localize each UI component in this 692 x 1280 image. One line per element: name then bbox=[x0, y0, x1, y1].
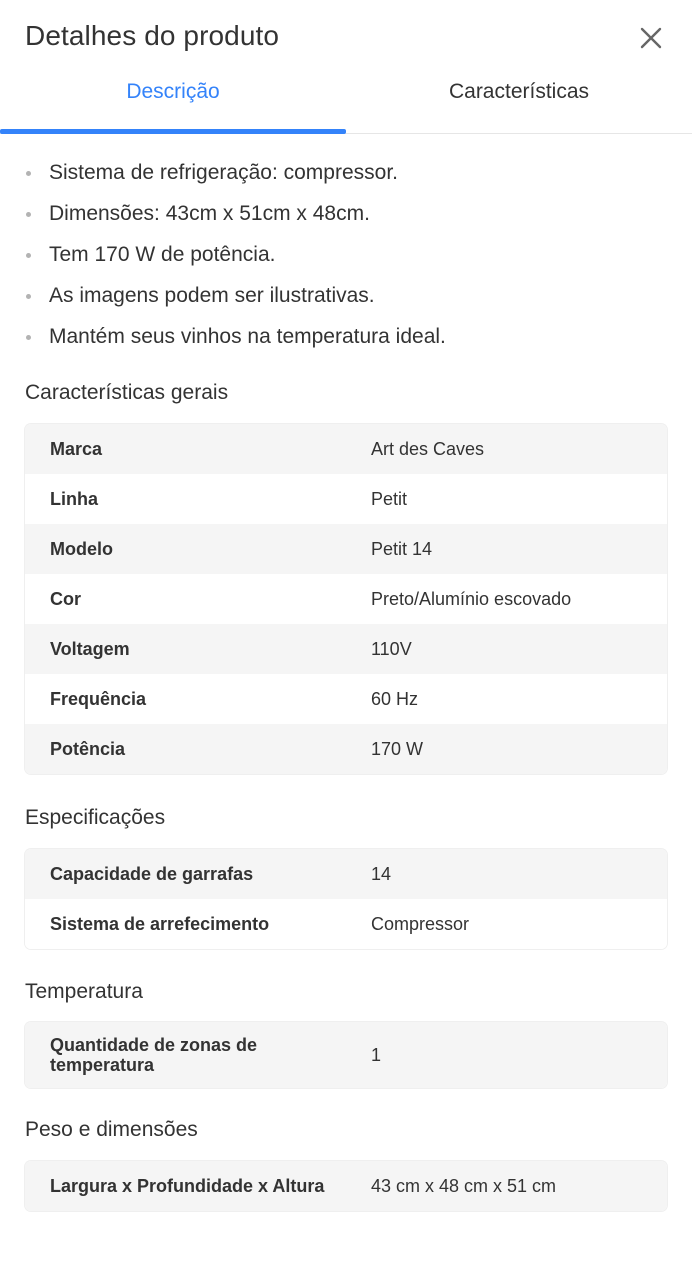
spec-value: Compressor bbox=[371, 914, 470, 934]
spec-value: 14 bbox=[371, 864, 392, 884]
spec-value: 1 bbox=[371, 1045, 382, 1065]
close-button[interactable] bbox=[633, 20, 669, 56]
table-row bbox=[25, 1161, 667, 1211]
spec-value: 170 W bbox=[371, 739, 424, 759]
description-text: Mantém seus vinhos na temperatura ideal. bbox=[49, 325, 446, 348]
list-item bbox=[25, 155, 665, 196]
list-item bbox=[25, 319, 665, 360]
spec-label: Largura x Profundidade x Altura bbox=[50, 1176, 325, 1196]
section-title-temperatura: Temperatura bbox=[25, 980, 143, 1003]
spec-label: Marca bbox=[50, 439, 103, 459]
spec-value: 110V bbox=[371, 639, 412, 659]
spec-value: Petit bbox=[371, 489, 408, 509]
table-row bbox=[25, 524, 667, 574]
spec-table-temperatura bbox=[25, 1022, 667, 1088]
table-row bbox=[25, 849, 667, 899]
tab-caracteristicas[interactable]: Características bbox=[448, 80, 590, 103]
table-row bbox=[25, 624, 667, 674]
section-title-peso-dimensoes: Peso e dimensões bbox=[25, 1118, 198, 1141]
bullet-icon bbox=[26, 335, 31, 340]
description-text: Sistema de refrigeração: compressor. bbox=[49, 161, 398, 184]
spec-label: Voltagem bbox=[50, 639, 130, 659]
tab-descricao[interactable]: Descrição bbox=[126, 80, 220, 103]
bullet-icon bbox=[26, 253, 31, 258]
spec-label: Quantidade de zonas de temperatura bbox=[50, 1035, 258, 1075]
active-tab-indicator bbox=[0, 129, 346, 134]
page-title: Detalhes do produto bbox=[25, 20, 280, 51]
section-title-especificacoes: Especificações bbox=[25, 806, 166, 829]
table-row bbox=[25, 1022, 667, 1088]
table-row bbox=[25, 899, 667, 949]
bullet-icon bbox=[26, 171, 31, 176]
table-row bbox=[25, 674, 667, 724]
spec-label: Frequência bbox=[50, 689, 147, 709]
spec-label: Sistema de arrefecimento bbox=[50, 914, 270, 934]
description-text: Tem 170 W de potência. bbox=[49, 243, 276, 266]
spec-label: Capacidade de garrafas bbox=[50, 864, 254, 884]
spec-label: Potência bbox=[50, 739, 126, 759]
description-text: As imagens podem ser ilustrativas. bbox=[49, 284, 375, 307]
spec-table-peso-dimensoes bbox=[25, 1161, 667, 1211]
spec-value: Petit 14 bbox=[371, 539, 433, 559]
spec-label: Linha bbox=[50, 489, 98, 509]
spec-value: Preto/Alumínio escovado bbox=[371, 589, 572, 609]
table-row bbox=[25, 724, 667, 774]
close-icon bbox=[633, 20, 669, 56]
description-text: Dimensões: 43cm x 51cm x 48cm. bbox=[49, 202, 370, 225]
spec-table-especificacoes bbox=[25, 849, 667, 949]
spec-value: 60 Hz bbox=[371, 689, 419, 709]
description-list bbox=[25, 155, 665, 360]
list-item bbox=[25, 196, 665, 237]
table-row bbox=[25, 474, 667, 524]
tab-bar bbox=[0, 70, 692, 134]
bullet-icon bbox=[26, 294, 31, 299]
table-row bbox=[25, 574, 667, 624]
list-item bbox=[25, 237, 665, 278]
spec-value: 43 cm x 48 cm x 51 cm bbox=[371, 1176, 557, 1196]
spec-label: Cor bbox=[50, 589, 81, 609]
header bbox=[0, 0, 692, 75]
list-item bbox=[25, 278, 665, 319]
bullet-icon bbox=[26, 212, 31, 217]
section-title-caracteristicas-gerais: Características gerais bbox=[25, 381, 229, 404]
table-row bbox=[25, 424, 667, 474]
spec-table-caracteristicas-gerais bbox=[25, 424, 667, 774]
spec-label: Modelo bbox=[50, 539, 113, 559]
spec-value: Art des Caves bbox=[371, 439, 485, 459]
